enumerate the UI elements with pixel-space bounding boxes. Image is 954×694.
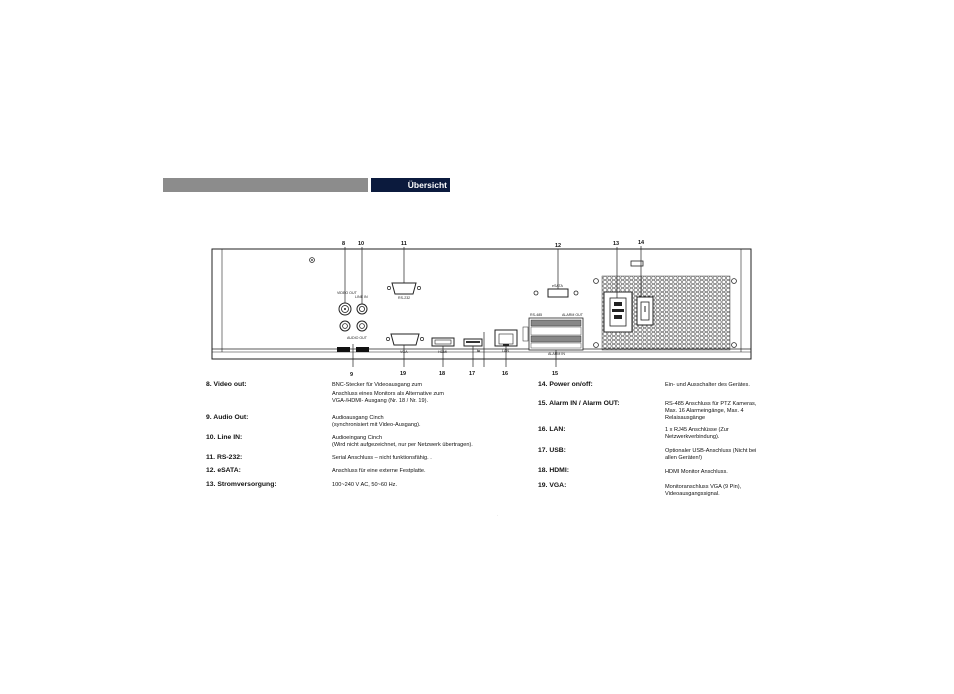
desc-usb-1: Optionaler USB-Anschluss (Nicht bei: [665, 448, 757, 454]
power-socket-icon: [604, 292, 632, 332]
callout-13: 13: [613, 241, 620, 247]
callout-18: 18: [439, 371, 446, 377]
desc-usb-2: allen Geräten!): [665, 455, 703, 461]
label-esata: 12. eSATA:: [206, 467, 241, 474]
alarm-terminal-block-icon: [523, 318, 583, 350]
alarm-in-label: ALARM IN: [548, 352, 565, 356]
desc-power-supply: 100~240 V AC, 50~60 Hz.: [332, 482, 397, 488]
callout-11: 11: [401, 241, 407, 247]
desc-video-out-3: VGA-/HDMI- Ausgang (Nr. 18 / Nr. 19).: [332, 398, 429, 404]
video-out-bnc-icon: [339, 303, 351, 315]
callout-14: 14: [638, 240, 645, 246]
callout-15: 15: [552, 371, 559, 377]
desc-esata: Anschluss für eine externe Festplatte.: [332, 468, 426, 474]
desc-video-out-1: BNC-Stecker für Videoausgang zum: [332, 382, 423, 388]
desc-alarm-1: RS-485 Anschluss für PTZ Kameras,: [665, 401, 757, 407]
label-usb: 17. USB:: [538, 447, 566, 454]
callout-19: 19: [400, 371, 407, 377]
desc-rs232: Serial Anschluss – nicht funktionsfähig. .: [332, 455, 432, 461]
esata-label: eSATA: [552, 284, 563, 288]
line-in-label: LINE IN: [355, 295, 368, 299]
desc-lan-2: Netzwerkverbindung).: [665, 434, 720, 440]
label-line-in: 10. Line IN:: [206, 434, 243, 441]
callout-12: 12: [555, 243, 562, 249]
power-switch-icon: [637, 297, 653, 325]
rs485-label: RS-485: [530, 313, 543, 317]
desc-hdmi: HDMI Monitor Anschluss.: [665, 469, 728, 475]
usb-port-icon: [464, 339, 482, 346]
label-alarm: 15. Alarm IN / Alarm OUT:: [538, 400, 620, 407]
label-vga: 19. VGA:: [538, 482, 567, 489]
line-in-jack-icon: [357, 304, 367, 314]
usb-symbol-icon: ⇆: [477, 349, 481, 353]
label-hdmi: 18. HDMI:: [538, 467, 569, 474]
audio-out-label: AUDIO OUT: [347, 336, 367, 340]
callout-9: 9: [350, 372, 354, 378]
desc-vga-1: Monitoranschluss VGA (9 Pin),: [665, 484, 742, 490]
desc-line-in-1: Audioeingang Cinch: [332, 435, 383, 441]
label-power-switch: 14. Power on/off:: [538, 381, 593, 388]
lan-port-icon: [495, 330, 517, 346]
callout-8: 8: [342, 241, 346, 247]
page-title: Übersicht: [407, 180, 447, 190]
callout-16: 16: [502, 371, 509, 377]
label-audio-out: 9. Audio Out:: [206, 414, 249, 421]
desc-audio-out-1: Audioausgang Cinch: [332, 415, 384, 421]
esata-port-icon: [548, 289, 568, 297]
desc-alarm-3: Relaisausgänge: [665, 415, 706, 421]
desc-video-out-2: Anschluss eines Monitors als Alternative zum: [332, 391, 444, 397]
hdmi-port-icon: [432, 338, 454, 346]
video-out-label: VIDEO OUT: [337, 291, 357, 295]
callout-10-top: 10: [358, 241, 365, 247]
vga-label: VGA: [400, 350, 408, 354]
desc-power-switch: Ein- und Ausschalter des Gerätes.: [665, 382, 750, 388]
desc-vga-2: Videoausgangssignal.: [665, 491, 720, 497]
label-lan: 16. LAN:: [538, 426, 566, 433]
rs232-label: RS-232: [398, 296, 411, 300]
desc-alarm-2: Max. 16 Alarmeingänge, Max. 4: [665, 408, 744, 414]
desc-lan-1: 1 x RJ45 Anschlüsse (Zur: [665, 427, 729, 433]
lan-label: LAN: [502, 349, 509, 353]
label-rs232: 11. RS-232:: [206, 454, 243, 461]
desc-audio-out-2: (synchronisiert mit Video-Ausgang).: [332, 422, 421, 428]
callout-17: 17: [469, 371, 476, 377]
page-mark: .: [497, 512, 499, 517]
label-video-out: 8. Video out:: [206, 381, 247, 388]
desc-line-in-2: (Wird nicht aufgezeichnet, nur per Netzwerk übertragen).: [332, 442, 473, 448]
alarm-out-label: ALARM OUT: [562, 313, 583, 317]
label-power-supply: 13. Stromversorgung:: [206, 481, 277, 488]
hdmi-label: HDMI: [438, 350, 448, 354]
